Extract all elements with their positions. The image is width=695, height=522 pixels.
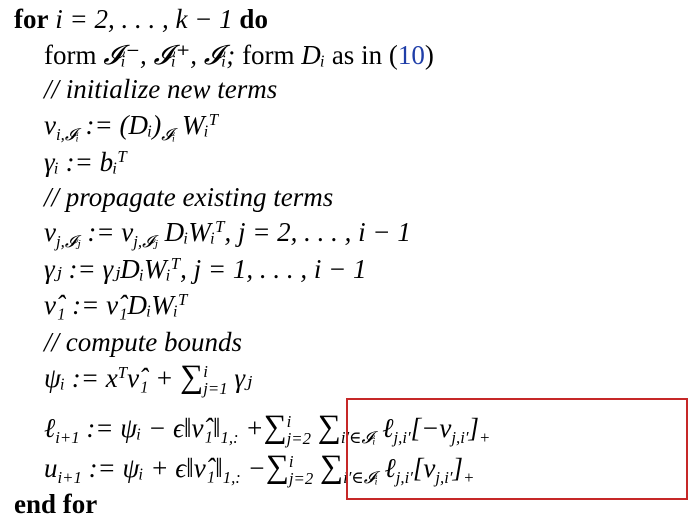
nu-prop-sub: j,𝓘ⱼ xyxy=(55,231,81,251)
l-term-sub: j,i′ xyxy=(393,427,411,447)
for-keyword: for xyxy=(14,4,49,34)
gamma-init: γᵢ := bᵢ xyxy=(44,147,118,177)
sum-symbol: ∑ xyxy=(265,449,289,485)
nuhat-prop-sup: T xyxy=(178,289,188,309)
as-in-text: as in ( xyxy=(325,40,398,70)
form-text: form xyxy=(44,40,104,70)
nu-init-sub: i,𝓘ᵢ xyxy=(55,124,79,144)
nu-prop-sup: T xyxy=(215,216,225,236)
psi-sum-upper: i xyxy=(203,362,208,382)
u-bracket: [ν xyxy=(412,453,436,483)
l-norm-sub: 1,: xyxy=(220,427,239,447)
u-lhs-sub: i+1 xyxy=(57,467,82,487)
gamma-init-line xyxy=(44,145,127,179)
u-sign: − xyxy=(240,453,266,483)
gamma-init-sup: T xyxy=(117,146,127,166)
nuhat-propagate-line xyxy=(44,288,187,322)
u-sum-lower: j=2 xyxy=(288,468,314,488)
nu-prop-mid-sub: j,𝓘ⱼ xyxy=(133,231,158,251)
nu-init-rhs-sub: 𝓘ᵢ xyxy=(161,124,176,144)
nu-prop-rhs: DᵢWᵢ xyxy=(157,217,216,247)
gamma-prop-range: , j = 1, . . . , i − 1 xyxy=(180,254,367,284)
psi-lhs: ψᵢ := x xyxy=(44,363,118,393)
u-term: ℓ xyxy=(377,453,396,483)
gamma-propagate-line xyxy=(44,252,367,286)
nuhat-prop: ν̂₁ := ν̂₁DᵢWᵢ xyxy=(44,290,178,320)
comment-initialize: // initialize new terms xyxy=(44,74,278,104)
sum-symbol: ∑ xyxy=(180,359,204,395)
l-sum-lower: j=2 xyxy=(286,428,311,448)
l-bracket-close: ] xyxy=(468,413,480,443)
psi-sum-limits xyxy=(203,364,227,397)
l-sum-upper: i xyxy=(286,412,292,432)
end-for-keyword: end for xyxy=(14,489,98,519)
equation-reference[interactable]: 10 xyxy=(397,40,425,70)
psi-sum-lower: j=1 xyxy=(203,378,228,398)
nu-init-line xyxy=(44,108,218,142)
l-lhs: ℓ xyxy=(44,413,56,443)
l-plus-sub: + xyxy=(479,427,491,447)
u-rhs: := ψᵢ + ϵ‖ν̂₁‖ xyxy=(81,453,223,483)
comment-bounds: // compute bounds xyxy=(44,327,242,357)
l-rhs: := ψᵢ − ϵ‖ν̂₁‖ xyxy=(79,413,221,443)
do-keyword: do xyxy=(239,4,268,34)
psi-sup: T xyxy=(117,362,128,382)
loop-range: i = 2, . . . , k − 1 xyxy=(48,4,240,34)
nu-prop-range: , j = 2, . . . , i − 1 xyxy=(224,217,411,247)
l-bracket: [−ν xyxy=(410,413,452,443)
form-sets-line xyxy=(44,38,434,72)
l-lhs-sub: i+1 xyxy=(55,427,80,447)
l-bracket-sub: j,i′ xyxy=(451,427,469,447)
sum-symbol-inner: ∑ xyxy=(317,409,341,445)
nu-init-lhs: ν xyxy=(44,110,56,140)
D-matrix: Dᵢ xyxy=(301,40,326,70)
form-text-2: form xyxy=(242,40,302,70)
l-inner-sum-lower: i′∈𝓘ᵢ xyxy=(340,427,376,447)
gamma-prop: γⱼ := γⱼDᵢWᵢ xyxy=(44,254,171,284)
gamma-prop-sup: T xyxy=(170,253,181,273)
sum-symbol: ∑ xyxy=(263,409,287,445)
sum-symbol-inner: ∑ xyxy=(319,449,344,485)
l-outer-sum-limits xyxy=(287,414,311,447)
u-inner-sum-lower: i′∈𝓘ᵢ xyxy=(343,467,378,487)
psi-line xyxy=(44,360,252,398)
nu-propagate-line xyxy=(44,215,411,249)
nu-prop-mid: := ν xyxy=(80,217,134,247)
u-sum-upper: i xyxy=(288,452,294,472)
l-term: ℓ xyxy=(375,413,394,443)
psi-term: γⱼ xyxy=(227,363,253,393)
for-line xyxy=(14,2,268,36)
u-bracket-close: ] xyxy=(452,453,464,483)
nu-init-W: Wᵢ xyxy=(175,110,209,140)
u-bracket-sub: j,i′ xyxy=(435,467,453,487)
u-norm-sub: 1,: xyxy=(222,467,241,487)
close-paren: ) xyxy=(424,40,434,70)
comment-propagate: // propagate existing terms xyxy=(44,182,334,212)
u-lhs: u xyxy=(44,453,58,483)
psi-mid: ν̂₁ + xyxy=(127,363,181,393)
u-term-sub: j,i′ xyxy=(395,467,413,487)
nu-init-W-sup: T xyxy=(208,109,219,129)
u-plus-sub: + xyxy=(463,467,475,487)
u-outer-sum-limits xyxy=(289,454,313,487)
highlight-box xyxy=(346,398,688,500)
index-sets: 𝓘ᵢ⁻, 𝓘ᵢ⁺, 𝓘ᵢ; xyxy=(103,40,243,70)
l-sign: + xyxy=(238,413,264,443)
nu-init-rhs: := (Dᵢ) xyxy=(78,110,162,140)
nu-prop-lhs: ν xyxy=(44,217,56,247)
